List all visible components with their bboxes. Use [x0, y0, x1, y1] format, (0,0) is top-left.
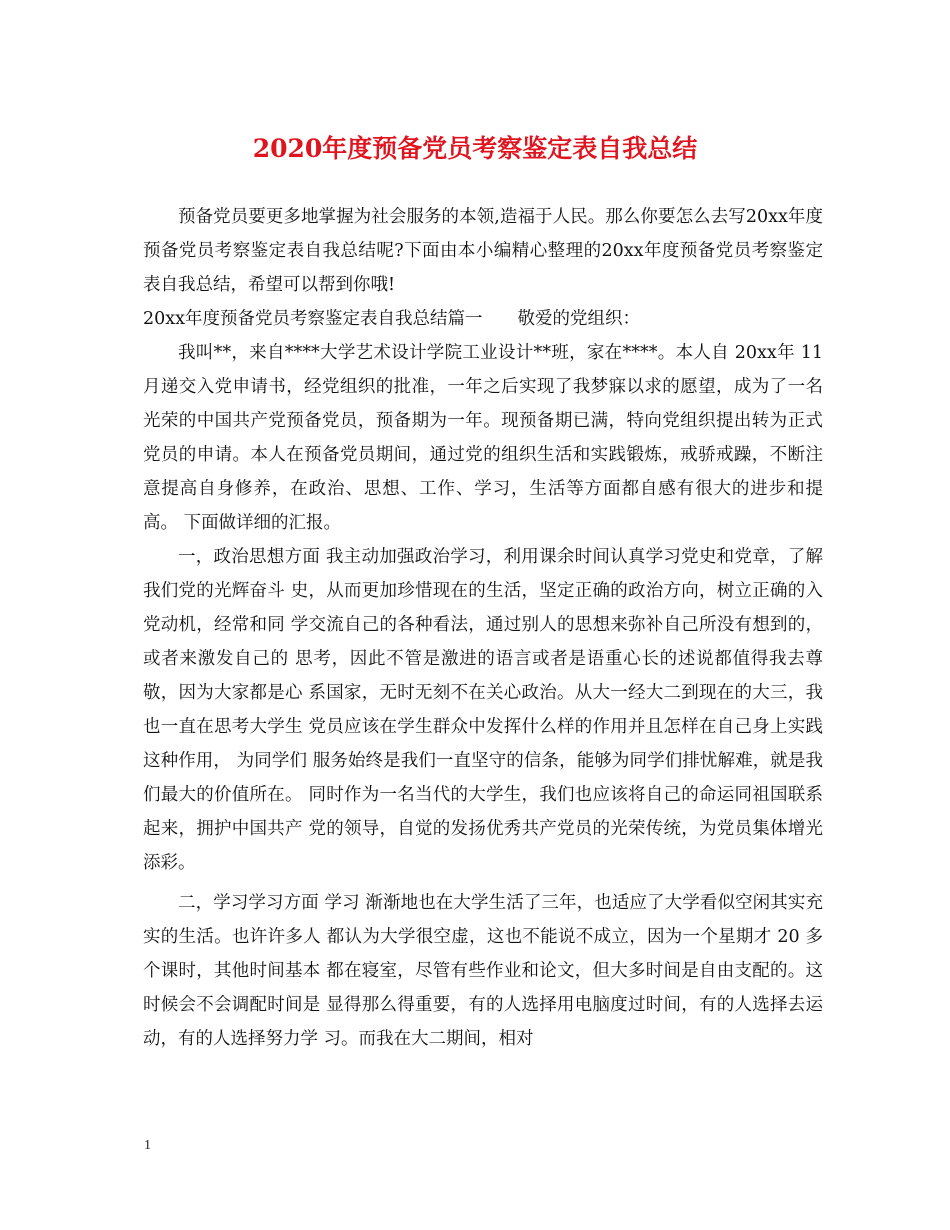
document-body	[143, 200, 823, 1056]
section-heading-paragraph: 20xx年度预备党员考察鉴定表自我总结篇一 敬爱的党组织：	[143, 309, 641, 329]
document-title: 2020年度预备党员考察鉴定表自我总结	[252, 134, 698, 163]
study-paragraph: 二，学习学习方面 学习 渐渐地也在大学生活了三年，也适应了大学看似空闲其实充实的生活。也许许多人 都认为大学很空虚，这也不能说不成立，因为一个星期才 20 多个课时，其他时间基本 都在寝室，尽管有些作业和论文，但大多时间是自由支配的。这时候会不会调配时间是 显得那么得重要，有的人选择用电脑度过时间，有的人选择去运动，有的人选择努力学 习。而我在大二期间，相对	[143, 893, 823, 1049]
political-thought-paragraph: 一，政治思想方面 我主动加强政治学习，利用课余时间认真学习党史和党章，了解我们党的光辉奋斗 史，从而更加珍惜现在的生活，坚定正确的政治方向，树立正确的入党动机，经常和同 学交流自己的各种看法，通过别人的思想来弥补自己所没有想到的，或者来激发自己的 思考，因此不管是激进的语言或者是语重心长的述说都值得我去尊敬，因为大家都是心 系国家，无时无刻不在关心政治。从大一经大二到现在的大三，我也一直在思考大学生 党员应该在学生群众中发挥什么样的作用并且怎样在自己身上实践这种作用， 为同学们 服务始终是我们一直坚守的信条，能够为同学们排忧解难，就是我们最大的价值所在。 同时作为一名当代的大学生，我们也应该将自己的命运同祖国联系起来，拥护中国共产 党的领导，自觉的发扬优秀共产党员的光荣传统，为党员集体增光添彩。	[143, 547, 823, 873]
self-introduction-paragraph: 我叫**，来自****大学艺术设计学院工业设计**班，家在****。本人自 20xx年 11 月递交入党申请书，经党组织的批准，一年之后实现了我梦寐以求的愿望，成为了一名 光荣的中国共产党预备党员，预备期为一年。现预备期已满，特向党组织提出转为正式 党员的申请。本人在预备党员期间，通过党的组织生活和实践锻炼，戒骄戒躁，不断注 意提高自身修养，在政治、思想、工作、学习，生活等方面都自感有很大的进步和提高。 下面做详细的汇报。	[143, 343, 823, 533]
page-number: 1	[144, 1138, 151, 1153]
intro-paragraph: 预备党员要更多地掌握为社会服务的本领,造福于人民。那么你要怎么去写20xx年度预备党员考察鉴定表自我总结呢?下面由本小编精心整理的20xx年度预备党员考察鉴定表自我总结，希望可以帮到你哦!	[143, 207, 823, 295]
